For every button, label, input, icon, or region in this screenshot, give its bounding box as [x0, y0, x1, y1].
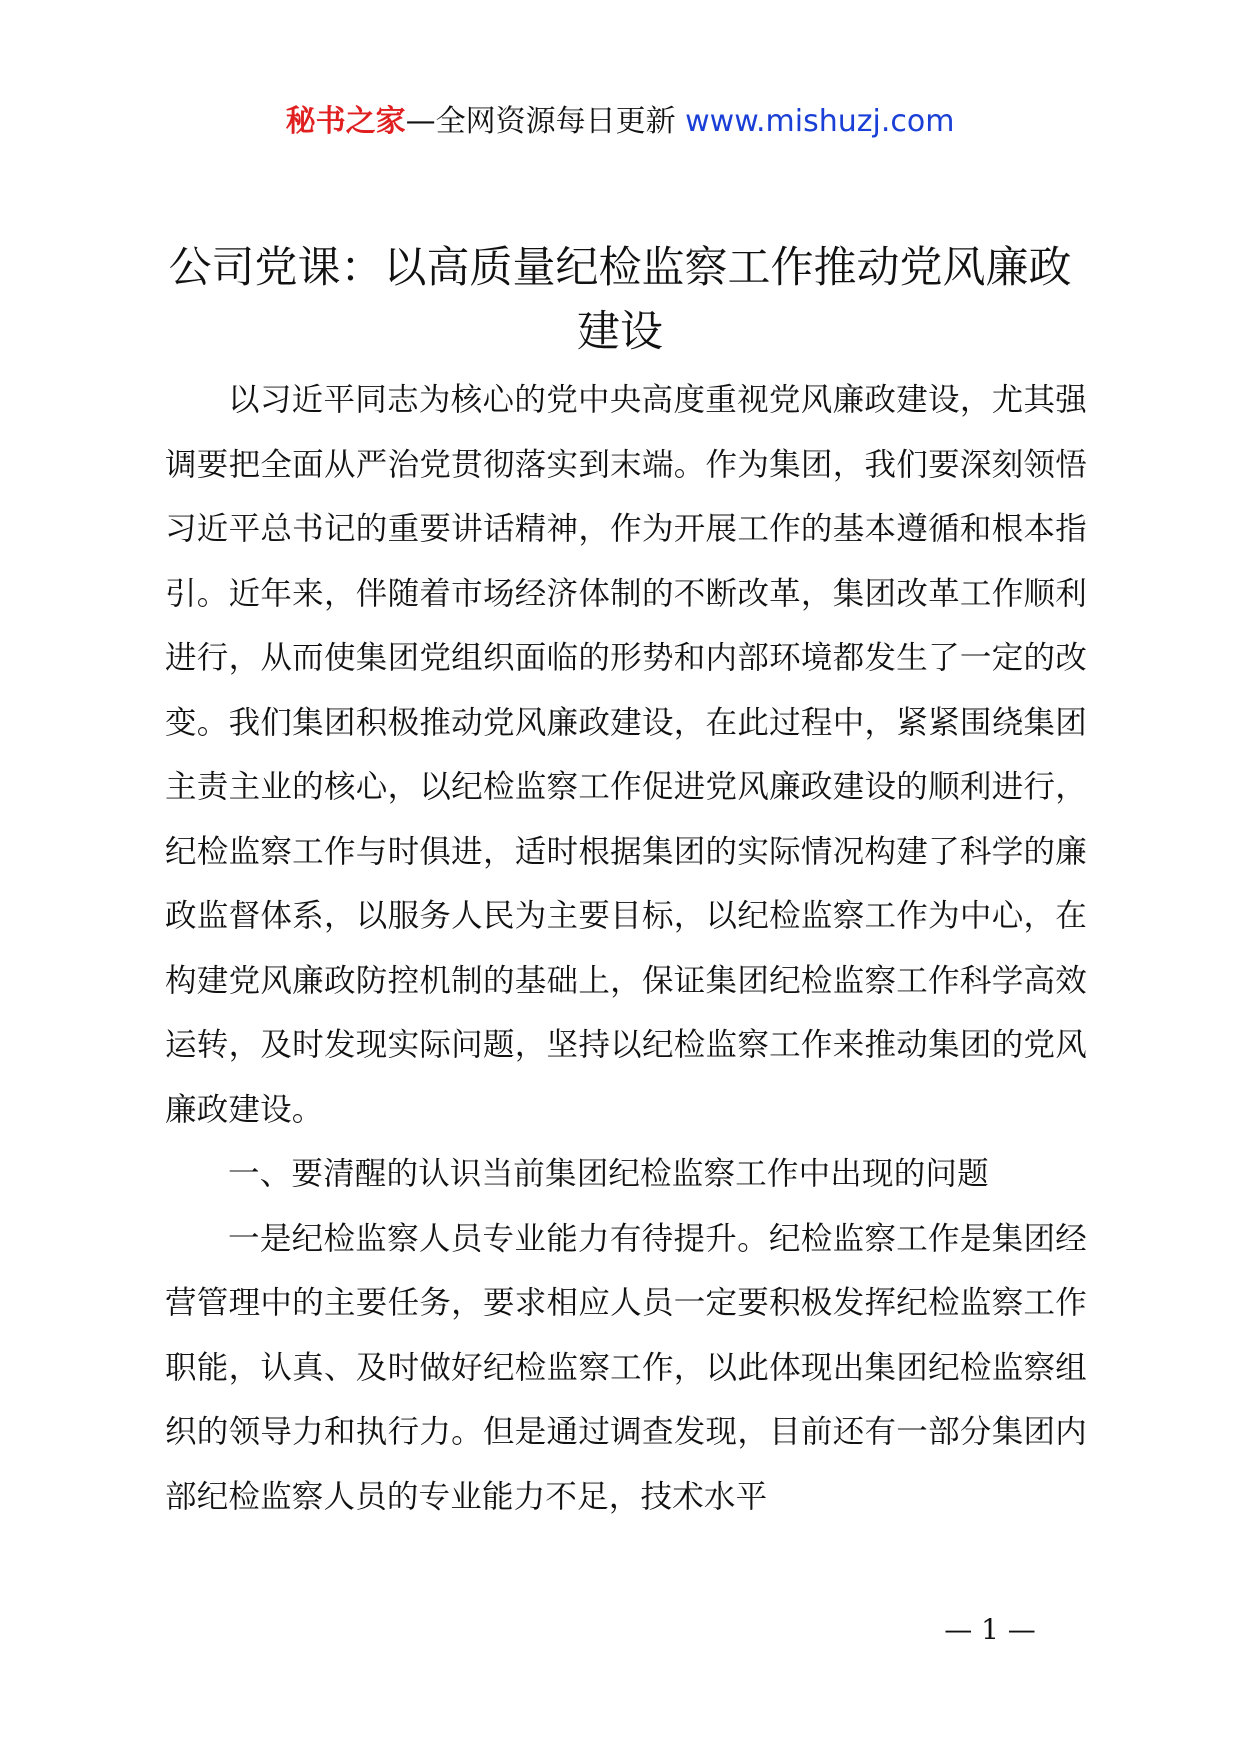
- document-body: [165, 368, 1087, 1529]
- page-number: — 1 —: [944, 1613, 1036, 1646]
- body-paragraph: 一是纪检监察人员专业能力有待提升。纪检监察工作是集团经营管理中的主要任务，要求相应人员一定要积极发挥纪检监察工作职能，认真、及时做好纪检监察工作，以此体现出集团纪检监察组织的领导力和执行力。但是通过调查发现，目前还有一部分集团内部纪检监察人员的专业能力不足，技术水平: [165, 1220, 1087, 1515]
- intro-paragraph: 以习近平同志为核心的党中央高度重视党风廉政建设，尤其强调要把全面从严治党贯彻落实到末端。作为集团，我们要深刻领悟习近平总书记的重要讲话精神，作为开展工作的基本遵循和根本指引。近年来，伴随着市场经济体制的不断改革，集团改革工作顺利进行，从而使集团党组织面临的形势和内部环境都发生了一定的改变。我们集团积极推动党风廉政建设，在此过程中，紧紧围绕集团主责主业的核心，以纪检监察工作促进党风廉政建设的顺利进行，纪检监察工作与时俱进，适时根据集团的实际情况构建了科学的廉政监督体系，以服务人民为主要目标，以纪检监察工作为中心，在构建党风廉政防控机制的基础上，保证集团纪检监察工作科学高效运转，及时发现实际问题，坚持以纪检监察工作来推动集团的党风廉政建设。: [165, 382, 1087, 1128]
- document-title: 公司党课：以高质量纪检监察工作推动党风廉政建设: [168, 243, 1072, 357]
- site-header: [0, 100, 1240, 144]
- site-url-link[interactable]: www.mishuzj.com: [685, 104, 955, 139]
- section-heading: 一、要清醒的认识当前集团纪检监察工作中出现的问题: [228, 1156, 989, 1192]
- site-slogan: —全网资源每日更新: [405, 104, 676, 139]
- site-brand: 秘书之家: [285, 104, 406, 139]
